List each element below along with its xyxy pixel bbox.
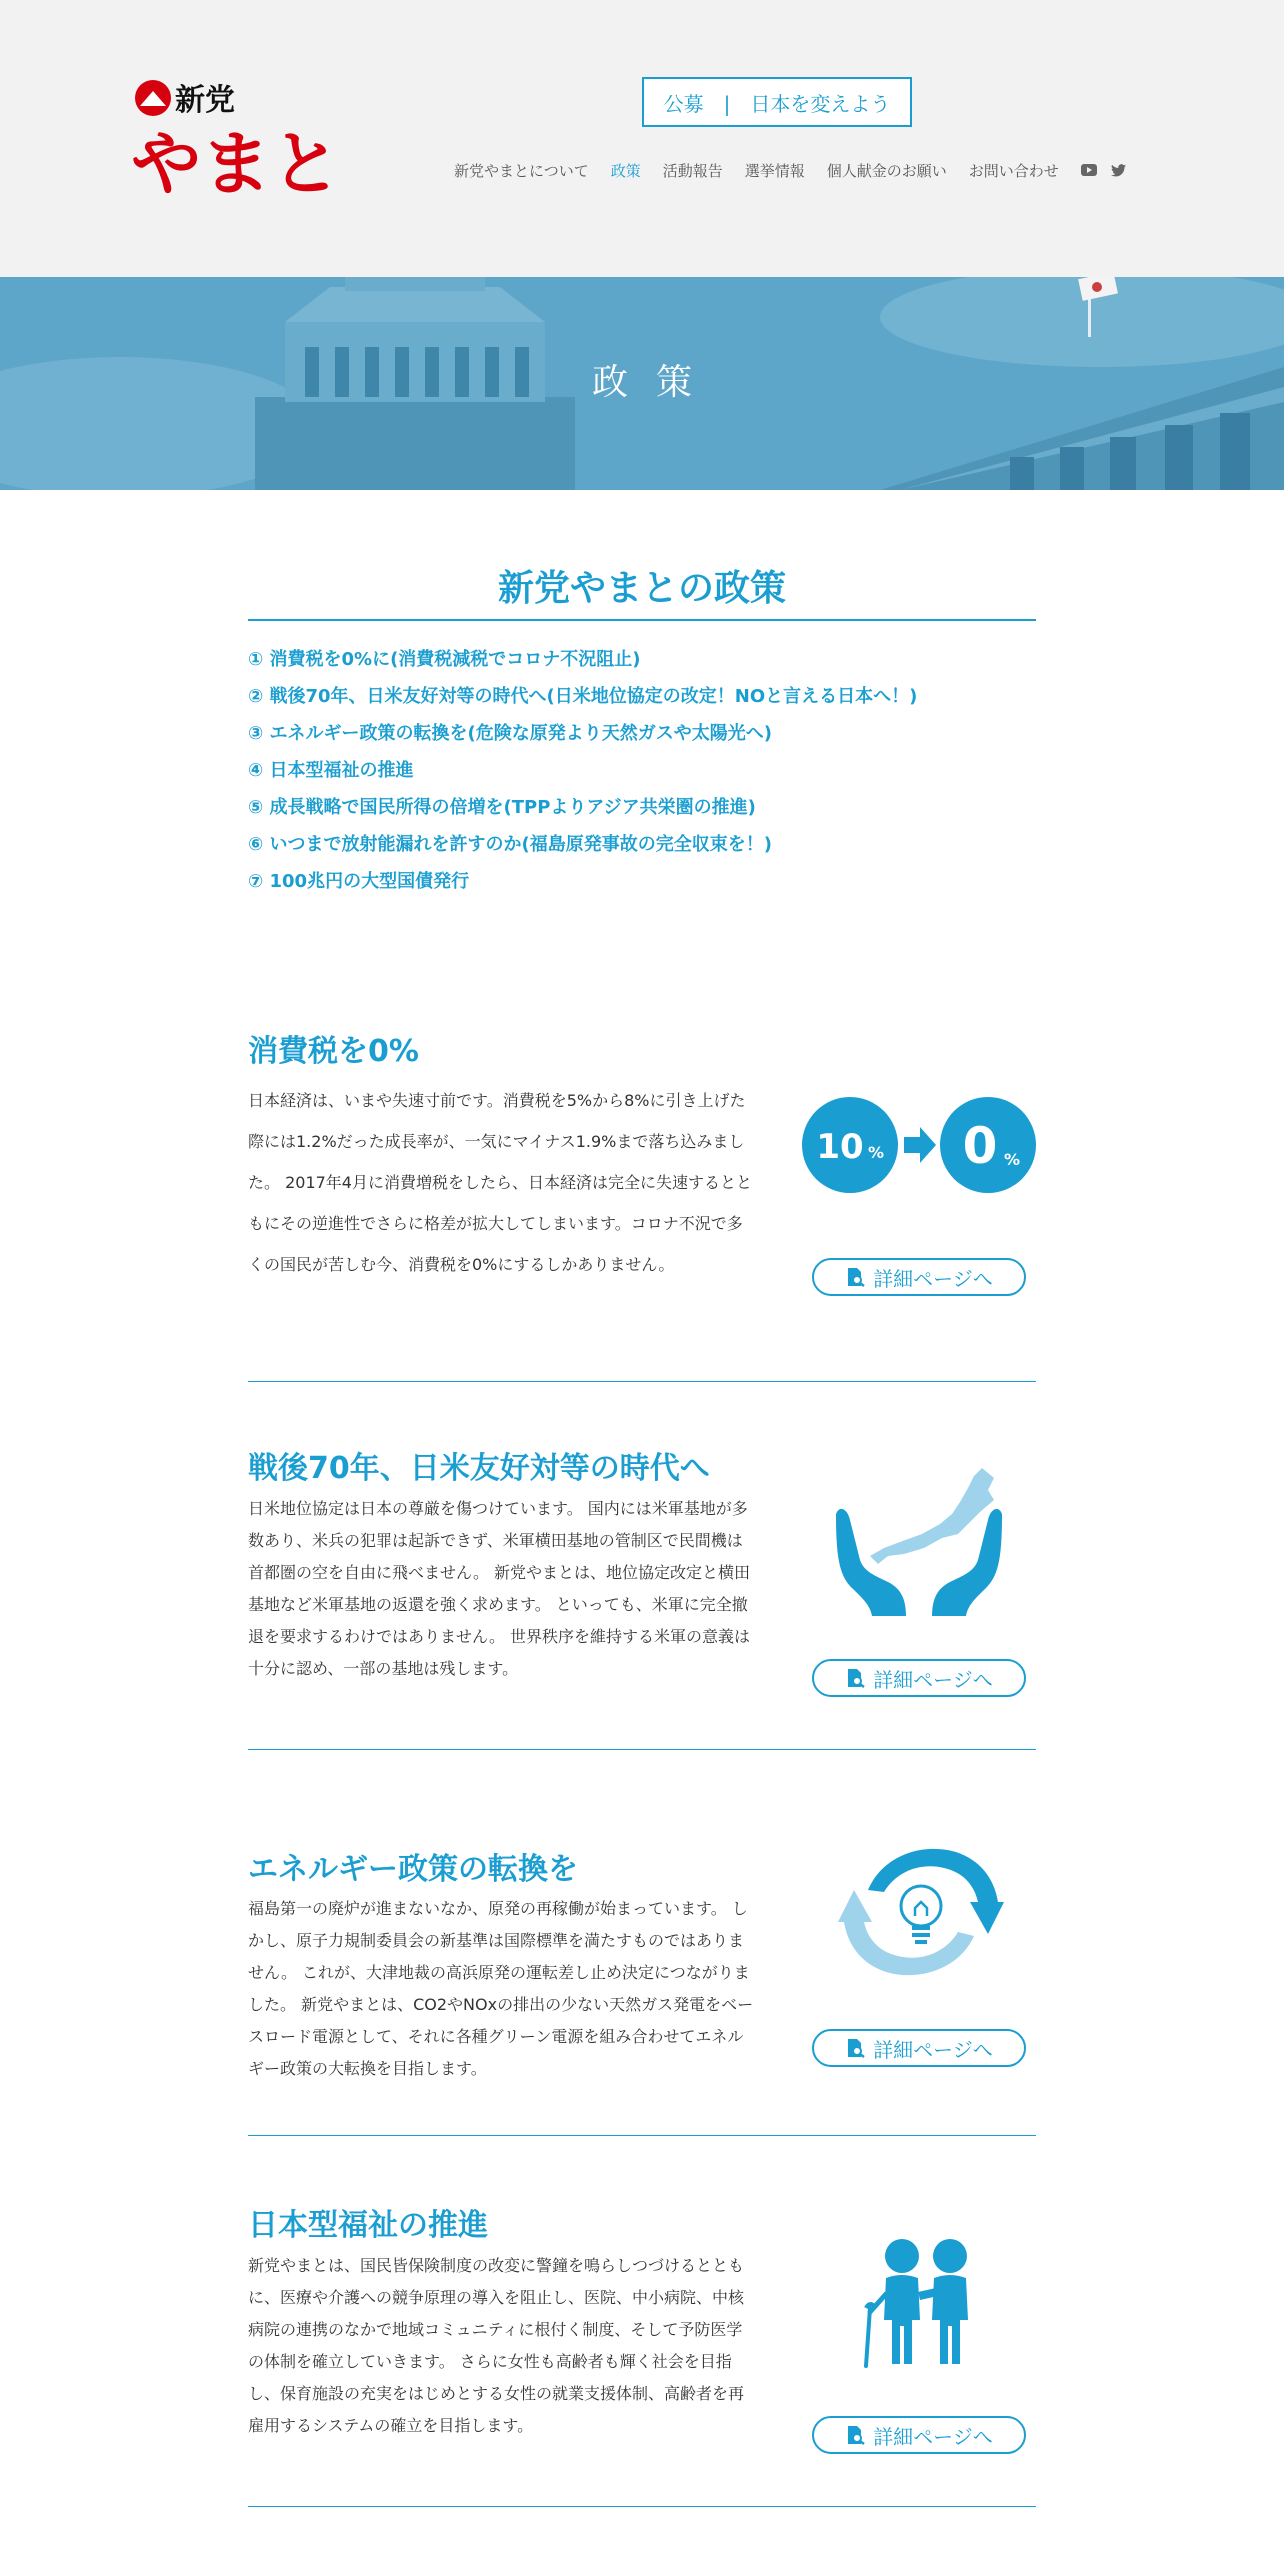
document-search-icon [845,2425,865,2445]
policy-summary-list [248,645,1036,904]
tax-to-number: 0 [962,1117,998,1175]
section-divider [248,1749,1036,1750]
arrow-right-icon [904,1127,936,1163]
recruit-button[interactable] [642,77,912,127]
section-body-energy: 福島第一の廃炉が進まないなか、原発の再稼働が始まっています。 しかし、原子力規制委員会の新基準は国際標準を満たすものではありません。 これが、大津地裁の高浜原発の運転差し止め決定につながりました。 新党やまとは、CO2やNOxの排出の少ない天然ガス発電をベースロード電源として、それに各種グリーン電源を組み合わせてエネルギー政策の大転換を目指します。 [248,1899,754,2078]
detail-button[interactable] [812,2416,1026,2454]
section-body-welfare: 新党やまとは、国民皆保険制度の改変に警鐘を鳴らしつづけるとともに、医療や介護への競争原理の導入を阻止し、医院、中小病院、中核病院の連携のなかで地域コミュニティに根付く制度、そして予防医学の体制を確立していきます。 さらに女性も高齢者も輝く社会を目指し、保育施設の充実をはじめとする女性の就業支援体制、高齢者を再雇用するシステムの確立を目指します。 [248,2256,745,2435]
tax-from-number: 10 [816,1127,864,1167]
main-nav [454,158,1126,182]
section-title-welfare: 日本型福祉の推進 [248,2208,488,2243]
nav-item-donation[interactable]: 個人献金のお願い [826,161,947,180]
policy-summary-item[interactable]: ④ 日本型福祉の推進 [248,760,414,781]
social-links [1081,164,1126,177]
hero-title: 政策 [591,362,720,403]
nav-item-policy[interactable]: 政策 [610,161,641,180]
detail-button[interactable] [812,1258,1026,1296]
site-header [0,0,1284,277]
policy-summary-item[interactable]: ⑥ いつまで放射能漏れを許すのか(福島原発事故の完全収束を！) [248,834,772,855]
detail-button-label: 詳細ページへ [873,2037,993,2062]
document-search-icon [845,2038,865,2058]
policy-heading: 新党やまとの政策 [497,568,786,609]
section-title-consumption-tax: 消費税を0% [248,1034,419,1069]
detail-button[interactable] [812,2029,1026,2067]
section-body-us-japan: 日米地位協定は日本の尊厳を傷つけています。 国内には米軍基地が多数あり、米兵の犯罪は起訴できず、米軍横田基地の管制区で民間機は首都圏の空を自由に飛べません。 新党やまとは、地位協定改定と横田基地など米軍基地の返還を強く求めます。 といっても、米軍に完全撤退を要求するわけではありません。 世界秩序を維持する米軍の意義は十分に認め、一部の基地は残します。 [248,1499,751,1678]
energy-cycle-lightbulb-icon [838,1842,1004,1986]
twitter-icon[interactable] [1111,164,1126,177]
nav-item-contact[interactable]: お問い合わせ [968,161,1059,180]
heading-underline [248,619,1036,621]
logo-small-text: 新党 [175,83,235,118]
section-title-energy: エネルギー政策の転換を [248,1852,578,1887]
document-search-icon [845,1668,865,1688]
tax-from-unit: % [867,1143,885,1162]
nav-item-about[interactable]: 新党やまとについて [454,161,589,180]
detail-button-label: 詳細ページへ [873,2424,993,2449]
youtube-icon[interactable] [1081,164,1097,176]
tax-to-unit: % [1003,1150,1021,1169]
hands-holding-japan-icon [834,1464,1004,1623]
section-divider [248,1381,1036,1382]
policy-summary-item[interactable]: ③ エネルギー政策の転換を(危険な原発より天然ガスや太陽光へ) [248,723,772,744]
nav-item-election[interactable]: 選挙情報 [744,161,805,180]
document-search-icon [845,1267,865,1287]
section-body-consumption-tax: 日本経済は、いまや失速寸前です。消費税を5%から8%に引き上げた際には1.2%だった成長率が、一気にマイナス1.9%まで落ち込みました。 2017年4月に消費増税をしたら、日本経済は完全に失速するとともにその逆進性でさらに格差が拡大してしまいます。コロナ不況で多くの国民が苦しむ今、消費税を0%にするしかありません。 [248,1091,752,1274]
detail-button[interactable] [812,1659,1026,1697]
detail-button-label: 詳細ページへ [873,1667,993,1692]
policy-summary-item[interactable]: ⑤ 成長戦略で国民所得の倍増を(TPPよりアジア共栄圏の推進) [248,797,756,818]
party-logo[interactable] [133,78,343,198]
policy-summary-item[interactable]: ② 戦後70年、日米友好対等の時代へ(日米地位協定の改定！NOと言える日本へ！) [248,686,918,707]
hero-banner [0,277,1284,490]
policy-summary-item[interactable]: ⑦ 100兆円の大型国債発行 [248,871,470,892]
policy-summary-item[interactable]: ① 消費税を0%に(消費税減税でコロナ不況阻止) [248,649,641,670]
logo-large-text: やまと [133,123,341,198]
nav-item-activity[interactable]: 活動報告 [662,161,723,180]
section-title-us-japan: 戦後70年、日米友好対等の時代へ [248,1451,710,1486]
section-divider [248,2506,1036,2507]
elderly-couple-icon [856,2238,976,2372]
section-divider [248,2135,1036,2136]
detail-button-label: 詳細ページへ [873,1266,993,1291]
tax-ten-to-zero-illustration [800,1095,1040,1199]
recruit-button-label: 公募 | 日本を変えよう [663,91,891,116]
